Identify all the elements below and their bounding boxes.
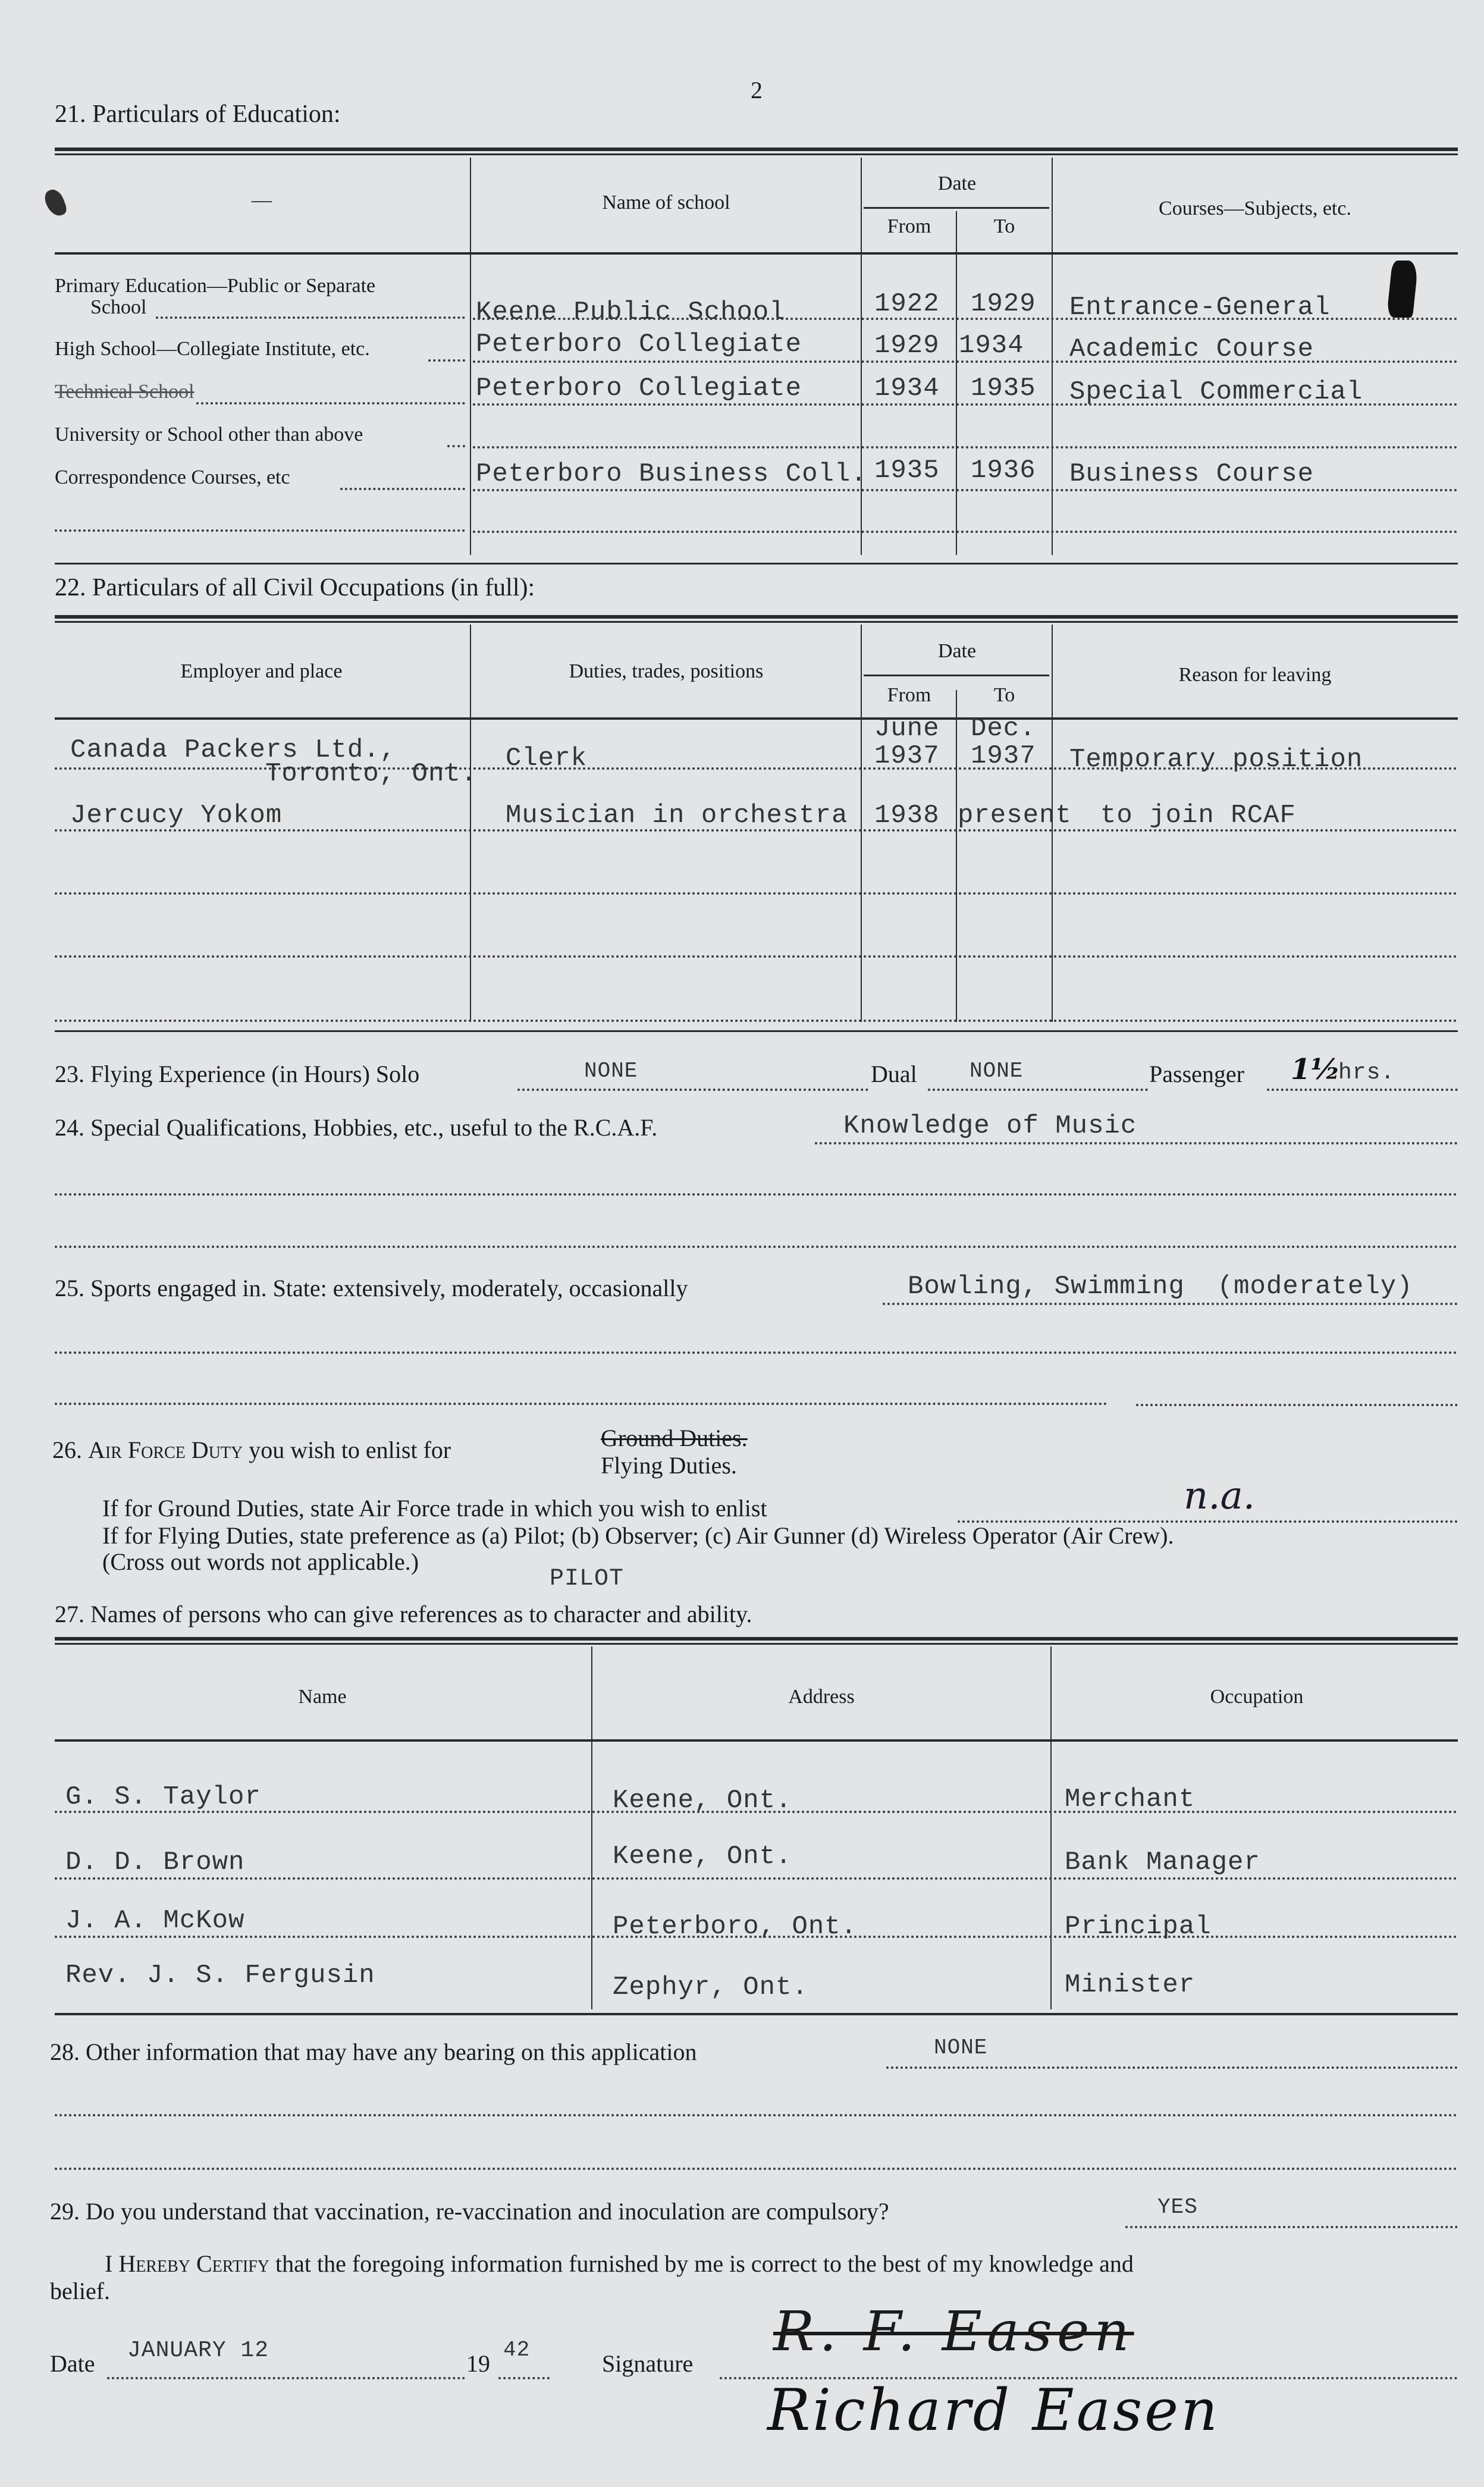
dual-label: Dual	[871, 1061, 917, 1087]
dotted-line	[55, 1351, 1458, 1354]
col-divider	[956, 690, 957, 1022]
dotted-line	[55, 1877, 1458, 1880]
other-information-label: 28. Other information that may have any bearing on this application	[50, 2038, 697, 2065]
reference-address: Keene, Ont.	[613, 1786, 792, 1815]
dotted-line	[55, 1811, 1458, 1813]
dotted-line	[473, 446, 1458, 449]
dotted-line	[55, 1936, 1458, 1938]
address-header: Address	[788, 1686, 855, 1708]
dotted-line	[55, 1020, 1458, 1022]
col-divider	[861, 158, 862, 555]
special-qualifications-value: Knowledge of Music	[843, 1111, 1137, 1141]
dotted-line	[55, 955, 1458, 958]
from-header: From	[887, 684, 931, 706]
section-26-text: you wish to enlist for	[249, 1437, 451, 1463]
table-bottom-rule	[55, 563, 1458, 564]
occupation-header: Occupation	[1210, 1686, 1304, 1708]
cross-out-note: (Cross out words not applicable.)	[102, 1548, 419, 1575]
section-22-title: 22. Particulars of all Civil Occupations (in full):	[55, 574, 535, 601]
to-year: 1936	[971, 456, 1036, 485]
sports-label: 25. Sports engaged in. State: extensively, moderately, occasionally	[55, 1275, 688, 1301]
course: Special Commercial	[1069, 377, 1363, 407]
dotted-line	[473, 360, 1458, 363]
to-year: 1937	[971, 741, 1036, 771]
dotted-line	[428, 359, 465, 362]
section-26-smallcaps: Air Force Duty	[88, 1437, 243, 1463]
flying-duties-preference-value: PILOT	[550, 1566, 625, 1592]
section-27-top-rule	[55, 1637, 1458, 1641]
ground-duties-trade-label: If for Ground Duties, state Air Force trade in which you wish to enlist	[102, 1495, 767, 1522]
col-divider	[956, 211, 957, 555]
duties-header: Duties, trades, positions	[569, 660, 764, 682]
school-name: Peterboro Collegiate	[476, 374, 802, 403]
dotted-line	[156, 316, 465, 319]
dotted-line	[340, 488, 465, 490]
from-year: 1937	[874, 741, 940, 771]
duties: Clerk	[506, 744, 588, 773]
dotted-line	[928, 1089, 1148, 1091]
name-header: Name	[298, 1686, 347, 1708]
special-qualifications-label: 24. Special Qualifications, Hobbies, etc., useful to the R.C.A.F.	[55, 1114, 658, 1141]
course: Academic Course	[1069, 334, 1314, 364]
flying-duties-preference-label: If for Flying Duties, state preference as (a) Pilot; (b) Observer; (c) Air Gunner (d) Wireless Operator (Air Crew).	[102, 1522, 1174, 1549]
applicant-signature: Richard Easen	[767, 2377, 1220, 2444]
reference-address: Keene, Ont.	[613, 1842, 792, 1871]
other-information-value: NONE	[934, 2036, 988, 2060]
to-year: 1934	[959, 331, 1024, 360]
date-header: Date	[937, 173, 977, 195]
from-year: 1938	[874, 801, 940, 830]
page-number: 2	[751, 77, 763, 104]
dotted-line	[1267, 1089, 1458, 1091]
col-divider	[470, 158, 471, 555]
dotted-line	[55, 767, 1458, 770]
dotted-line	[55, 2114, 1458, 2116]
date-value: JANUARY 12	[127, 2338, 269, 2363]
ink-blot-mark	[1386, 261, 1419, 318]
employer-header: Employer and place	[180, 660, 343, 682]
dotted-line	[883, 1303, 1458, 1305]
section-27-title: 27. Names of persons who can give references as to character and ability.	[55, 1601, 752, 1627]
row-label: School	[90, 296, 147, 318]
vaccination-question-label: 29. Do you understand that vaccination, re-vaccination and inoculation are compulsory?	[50, 2198, 889, 2225]
section-21-top-rule	[55, 148, 1458, 151]
date-label: Date	[50, 2350, 95, 2377]
reference-address: Zephyr, Ont.	[613, 1972, 808, 2002]
reference-name: D. D. Brown	[65, 1848, 245, 1877]
dotted-line	[815, 1142, 1458, 1144]
year-prefix: 19	[466, 2350, 490, 2377]
to-year: 1935	[971, 374, 1036, 403]
reference-occupation: Merchant	[1065, 1785, 1196, 1814]
passenger-unit: hrs.	[1338, 1060, 1395, 1086]
header-bottom-rule	[55, 252, 1458, 255]
row-label: Correspondence Courses, etc	[55, 466, 290, 488]
dotted-line	[886, 2066, 1458, 2069]
employer: Canada Packers Ltd.,	[70, 735, 397, 765]
dotted-line	[55, 529, 465, 532]
from-month: June	[874, 714, 940, 744]
dotted-line	[473, 489, 1458, 491]
passenger-hours: 1½	[1291, 1053, 1341, 1086]
header-bottom-rule	[55, 1739, 1458, 1742]
row-label: High School—Collegiate Institute, etc.	[55, 338, 370, 360]
dotted-line	[196, 402, 465, 404]
to-year: 1929	[971, 289, 1036, 319]
row-label-overtyped	[55, 381, 194, 403]
duties: Musician in orchestra	[506, 801, 848, 830]
header-bottom-rule	[55, 717, 1458, 720]
flying-duties-option: Flying Duties.	[601, 1452, 737, 1479]
flying-experience-label: 23. Flying Experience (in Hours) Solo	[55, 1061, 420, 1087]
date-header-rule	[864, 675, 1049, 676]
to-header: To	[993, 684, 1015, 706]
dotted-line	[473, 531, 1458, 533]
table-bottom-rule	[55, 1030, 1458, 1032]
dotted-line	[498, 2377, 550, 2379]
row-label: University or School other than above	[55, 424, 363, 446]
certify-lead: I Hereby Certify	[105, 2250, 269, 2277]
employer: Jercucy Yokom	[70, 801, 283, 830]
dotted-line	[55, 2168, 1458, 2170]
reference-occupation: Principal	[1065, 1912, 1212, 1942]
from-year: 1934	[874, 374, 940, 403]
reference-address: Peterboro, Ont.	[613, 1912, 858, 1942]
struck-signature-text: R. F. Easen	[773, 2300, 1134, 2363]
dotted-line	[517, 1089, 868, 1091]
signature-label: Signature	[602, 2350, 694, 2377]
dotted-line	[55, 1403, 1107, 1405]
dotted-line	[55, 829, 1458, 832]
col-divider	[470, 625, 471, 1022]
col1-header: —	[252, 189, 272, 211]
dotted-line	[55, 1246, 1458, 1248]
dual-hours: NONE	[970, 1059, 1024, 1083]
dotted-line	[473, 403, 1458, 406]
section-26-number: 26.	[52, 1437, 82, 1463]
employer-place: Toronto, Ont.	[265, 759, 478, 789]
to-header: To	[993, 215, 1015, 237]
course: Entrance-General	[1069, 293, 1331, 322]
date-header-rule	[864, 207, 1049, 209]
dotted-line	[107, 2377, 465, 2379]
certify-statement	[105, 2250, 1134, 2278]
section-21-title: 21. Particulars of Education:	[55, 101, 341, 128]
reference-name: J. A. McKow	[65, 1906, 245, 1936]
reference-name: G. S. Taylor	[65, 1782, 261, 1812]
reference-occupation: Bank Manager	[1065, 1848, 1260, 1877]
ground-duties-trade-value: n.a.	[1184, 1474, 1256, 1518]
vaccination-answer: YES	[1157, 2195, 1198, 2219]
date-header: Date	[937, 640, 977, 662]
signature-struck-out	[773, 2300, 1134, 2363]
dotted-line	[473, 318, 1458, 320]
to-month: Dec.	[971, 714, 1036, 744]
table-bottom-rule	[55, 2013, 1458, 2015]
certify-statement-end: belief.	[50, 2278, 111, 2304]
school-name: Peterboro Business Coll.	[476, 459, 867, 489]
from-year: 1922	[874, 289, 940, 319]
from-year: 1929	[874, 331, 940, 360]
reason-header: Reason for leaving	[1178, 664, 1332, 686]
to-value: present	[958, 801, 1072, 830]
reason: Temporary position	[1069, 745, 1363, 774]
dotted-line	[1125, 2226, 1458, 2228]
year-suffix: 42	[503, 2338, 531, 2362]
school-name: Keene Public School	[476, 297, 786, 327]
section-26-label	[52, 1436, 451, 1464]
from-year: 1935	[874, 456, 940, 485]
sports-value: Bowling, Swimming (moderately)	[908, 1272, 1413, 1301]
from-header: From	[887, 215, 931, 237]
name-of-school-header: Name of school	[602, 192, 730, 214]
ground-duties-option-struck: Ground Duties.	[601, 1425, 748, 1451]
reference-occupation: Minister	[1065, 1970, 1196, 2000]
dotted-line	[55, 1193, 1458, 1196]
reason: to join RCAF	[1100, 801, 1296, 830]
courses-header: Courses—Subjects, etc.	[1159, 197, 1351, 219]
dotted-line	[1136, 1404, 1458, 1406]
school-name: Peterboro Collegiate	[476, 330, 802, 359]
passenger-label: Passenger	[1149, 1061, 1244, 1087]
section-22-top-rule	[55, 615, 1458, 619]
dotted-line	[55, 892, 1458, 895]
row-label: Primary Education—Public or Separate	[55, 275, 376, 297]
solo-hours: NONE	[584, 1059, 638, 1083]
reference-name: Rev. J. S. Fergusin	[65, 1961, 375, 1990]
course: Business Course	[1069, 459, 1314, 489]
col-divider	[861, 625, 862, 1022]
dotted-line	[447, 445, 465, 447]
technical-school-label: Technical School	[55, 381, 194, 403]
certify-text: that the foregoing information furnished by me is correct to the best of my knowledge and	[275, 2250, 1134, 2277]
